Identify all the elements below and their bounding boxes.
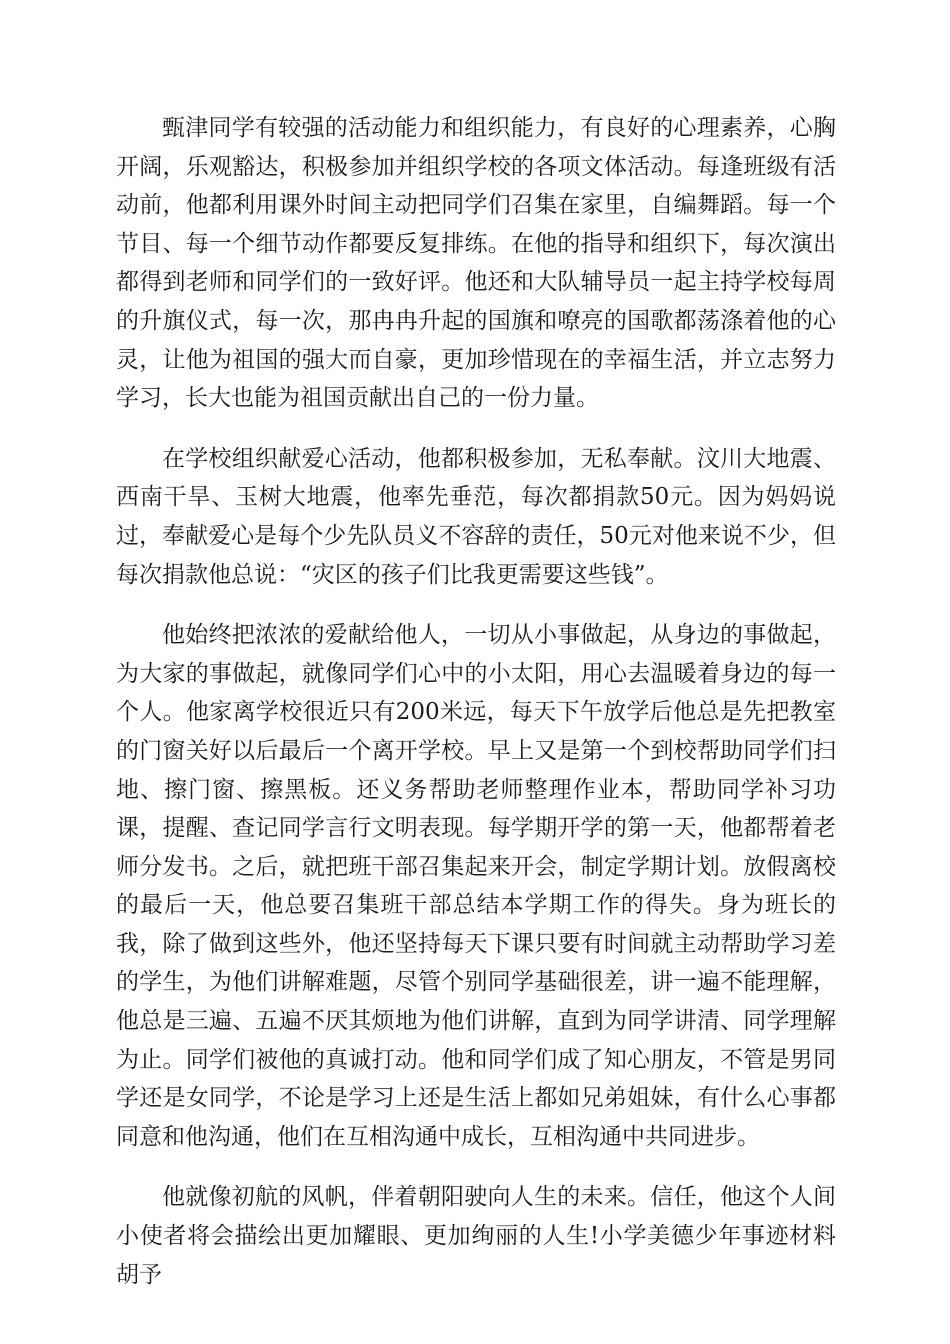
document-body [116, 109, 836, 1316]
paragraph-2: 在学校组织献爱心活动，他都积极参加，无私奉献。汶川大地震、西南干旱、玉树大地震，他率先垂范，每次都捐款50元。因为妈妈说过，奉献爱心是每个少先队员义不容辞的责任，50元对他来说不少，但每次捐款他总说：“灾区的孩子们比我更需要这些钱”。 [116, 445, 836, 588]
paragraph-4: 他就像初航的风帆，伴着朝阳驶向人生的未来。信任，他这个人间小使者将会描绘出更加耀眼、更加绚丽的人生!小学美德少年事迹材料胡予 [116, 1184, 836, 1288]
paragraph-3: 他始终把浓浓的爱献给他人，一切从小事做起，从身边的事做起，为大家的事做起，就像同学们心中的小太阳，用心去温暖着身边的每一个人。他家离学校很近只有200米远，每天下午放学后他总是先把教室的门窗关好以后最后一个离开学校。早上又是第一个到校帮助同学们扫地、擦门窗、擦黑板。还义务帮助老师整理作业本，帮助同学补习功课，提醒、查记同学言行文明表现。每学期开学的第一天，他都帮着老师分发书。之后，就把班干部召集起来开会，制定学期计划。放假离校的最后一天，他总要召集班干部总结本学期工作的得失。身为班长的我，除了做到这些外，他还坚持每天下课只要有时间就主动帮助学习差的学生，为他们讲解难题，尽管个别同学基础很差，讲一遍不能理解，他总是三遍、五遍不厌其烦地为他们讲解，直到为同学讲清、同学理解为止。同学们被他的真诚打动。他和同学们成了知心朋友，不管是男同学还是女同学，不论是学习上还是生活上都如兄弟姐妹，有什么心事都同意和他沟通，他们在互相沟通中成长，互相沟通中共同进步。 [116, 622, 836, 1150]
paragraph-1: 甄津同学有较强的活动能力和组织能力，有良好的心理素养，心胸开阔，乐观豁达，积极参加并组织学校的各项文体活动。每逢班级有活动前，他都利用课外时间主动把同学们召集在家里，自编舞蹈。每一个节目、每一个细节动作都要反复排练。在他的指导和组织下，每次演出都得到老师和同学们的一致好评。他还和大队辅导员一起主持学校每周的升旗仪式，每一次，那冉冉升起的国旗和嘹亮的国歌都荡涤着他的心灵，让他为祖国的强大而自豪，更加珍惜现在的幸福生活，并立志努力学习，长大也能为祖国贡献出自己的一份力量。 [116, 115, 836, 412]
